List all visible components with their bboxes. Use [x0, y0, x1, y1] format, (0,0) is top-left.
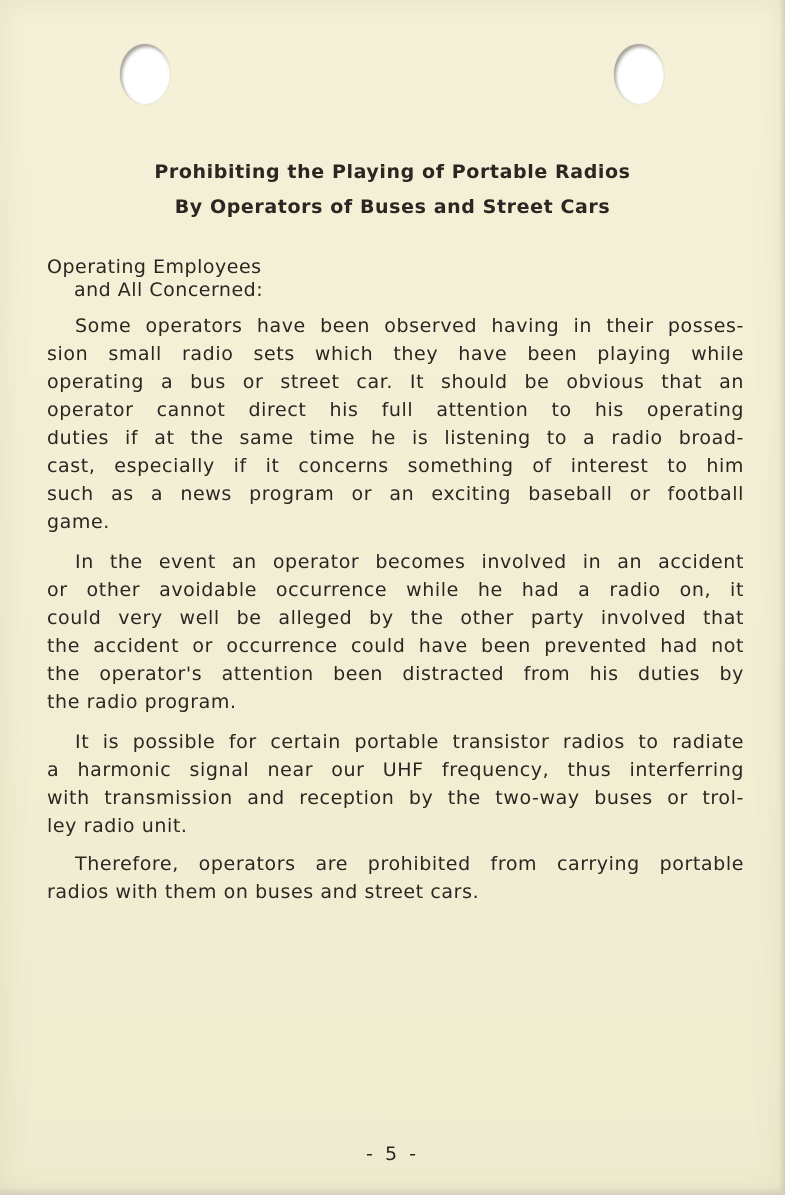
paragraph-line: sion small radio sets which they have been playing while — [47, 343, 744, 365]
paragraph-line: duties if at the same time he is listening to a radio broad- — [47, 427, 744, 449]
salutation-line-1: Operating Employees — [47, 256, 262, 278]
page-title-line-2: By Operators of Buses and Street Cars — [174, 196, 611, 218]
paragraph-line: It is possible for certain portable transistor radios to radiate — [75, 731, 744, 753]
page-edge-right — [779, 0, 785, 1195]
paragraph-2 — [47, 548, 744, 716]
paragraph-line: cast, especially if it concerns something of interest to him — [47, 455, 744, 477]
salutation-line-2: and All Concerned: — [74, 279, 264, 301]
paragraph-line: such as a news program or an exciting baseball or football — [47, 483, 744, 505]
paragraph-1 — [47, 312, 744, 536]
page-edge-bottom — [0, 1187, 785, 1195]
paragraph-line: game. — [47, 511, 110, 533]
paragraph-line: could very well be alleged by the other party involved that — [47, 607, 744, 629]
paragraph-line: radios with them on buses and street cars. — [47, 881, 480, 903]
paragraph-line: Therefore, operators are prohibited from carrying portable — [75, 853, 744, 875]
punch-hole-right — [614, 44, 664, 104]
paragraph-line: ley radio unit. — [47, 815, 188, 837]
paragraph-4 — [47, 850, 744, 906]
punch-hole-left — [120, 44, 170, 104]
paragraph-line: the radio program. — [47, 691, 237, 713]
paragraph-line: or other avoidable occurrence while he had a radio on, it — [47, 579, 744, 601]
page-number: - 5 - — [366, 1143, 419, 1165]
paragraph-line: a harmonic signal near our UHF frequency, thus interferring — [47, 759, 744, 781]
paragraph-line: operator cannot direct his full attention to his operating — [47, 399, 744, 421]
page-title-line-1: Prohibiting the Playing of Portable Radios — [154, 161, 631, 183]
paragraph-3 — [47, 728, 744, 840]
paragraph-line: Some operators have been observed having in their posses- — [75, 315, 744, 337]
paragraph-line: operating a bus or street car. It should be obvious that an — [47, 371, 744, 393]
paragraph-line: the operator's attention been distracted from his duties by — [47, 663, 744, 685]
paragraph-line: the accident or occurrence could have been prevented had not — [47, 635, 744, 657]
paragraph-line: In the event an operator becomes involved in an accident — [75, 551, 744, 573]
paragraph-line: with transmission and reception by the two-way buses or trol- — [47, 787, 744, 809]
